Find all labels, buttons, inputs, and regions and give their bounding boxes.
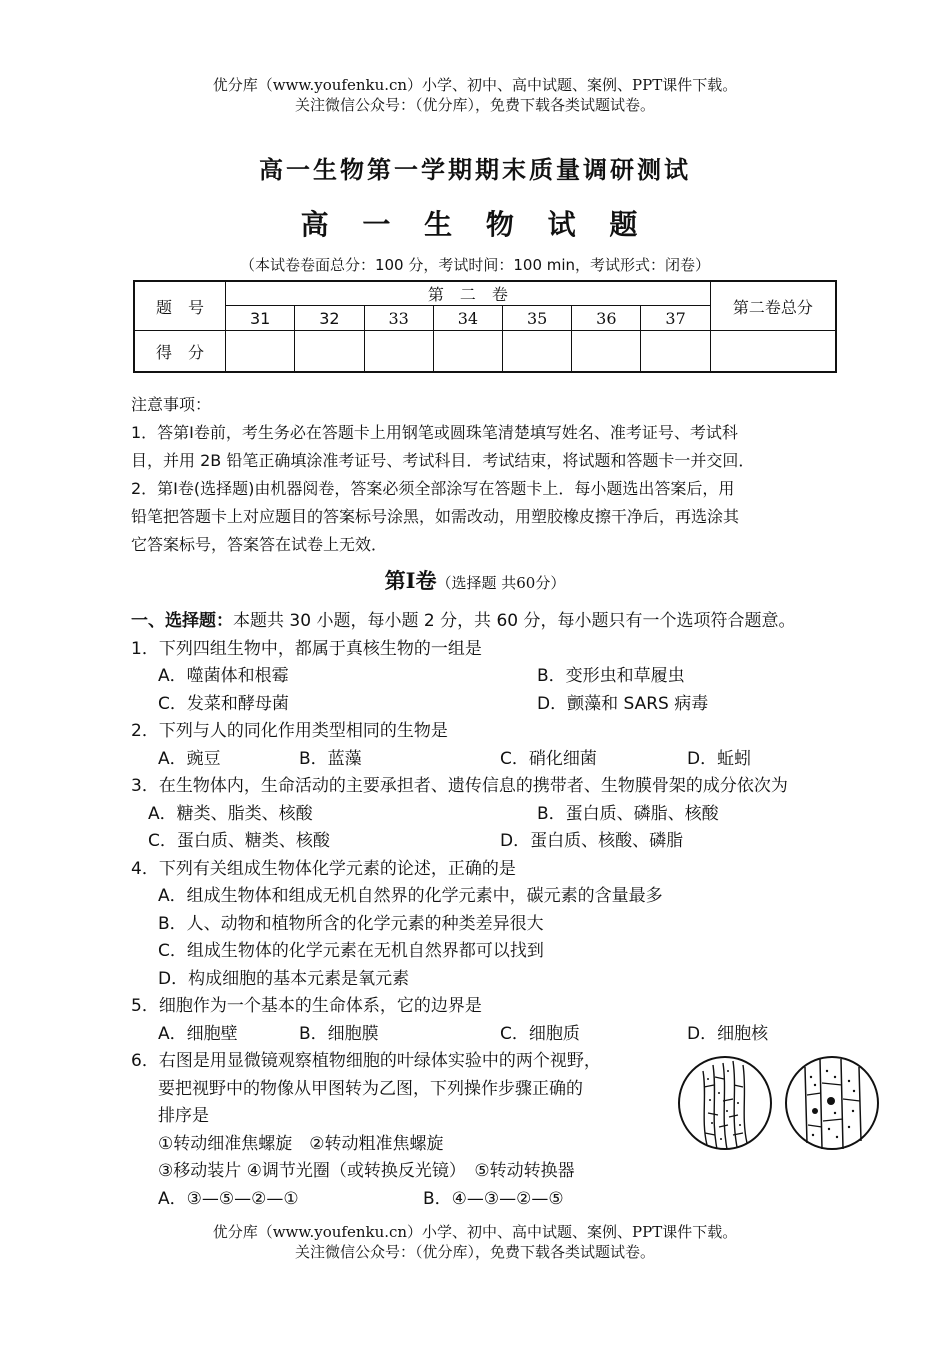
notes-item: 铅笔把答题卡上对应题目的答案标号涂黑，如需改动，用塑胶橡皮擦干净后，再选涂其 [131, 507, 740, 526]
part-desc: 本题共 30 小题，每小题 2 分，共 60 分，每小题只有一个选项符合题意。 [233, 611, 796, 631]
question-number: 33 [364, 306, 433, 331]
option-b[interactable]: B．蛋白质、磷脂、核酸 [537, 803, 719, 824]
header-line-2: 关注微信公众号：（优分库），免费下载各类试题试卷。 [294, 96, 655, 114]
question-stem: 1．下列四组生物中，都属于真核生物的一组是 [131, 638, 482, 659]
step-list: ③移动装片 ④调节光圈（或转换反光镜） ⑤转动转换器 [158, 1161, 575, 1181]
question-stem: 2．下列与人的同化作用类型相同的生物是 [131, 721, 448, 741]
page-footer [0, 1222, 950, 1262]
question-number: 31 [226, 306, 295, 331]
option-b[interactable]: B．变形虫和草履虫 [537, 666, 685, 686]
notes-item: 它答案标号，答案答在试卷上无效． [131, 535, 388, 554]
option-d[interactable]: D．颤藻和 SARS 病毒 [537, 693, 709, 714]
question-stem: 排序是 [158, 1106, 209, 1126]
option-a[interactable]: A．噬菌体和根霉 [158, 666, 289, 686]
score-cell[interactable] [572, 331, 641, 373]
part-label: 一、选择题： [131, 611, 233, 631]
question-stem: 6．右图是用显微镜观察植物细胞的叶绿体实验中的两个视野， [131, 1051, 601, 1071]
question-stem: 要把视野中的物像从甲图转为乙图，下列操作步骤正确的 [158, 1078, 583, 1099]
notes-item: 目，并用 2B 铅笔正确填涂准考证号、考试科目．考试结束，将试题和答题卡一并交回． [131, 451, 755, 470]
option-d[interactable]: D．蚯蚓 [687, 748, 752, 769]
subject-title: 高 一 生 物 试 题 [300, 208, 650, 241]
option-b[interactable]: B．细胞膜 [299, 1023, 379, 1044]
total-label: 第二卷总分 [710, 281, 836, 331]
section-two-label: 第 二 卷 [226, 281, 711, 306]
option-c[interactable]: C．组成生物体的化学元素在无机自然界都可以找到 [158, 941, 544, 961]
notes [131, 391, 853, 559]
question-number: 36 [572, 306, 641, 331]
exam-info: （本试卷卷面总分：100 分，考试时间：100 min，考试形式：闭卷） [239, 256, 711, 274]
option-b[interactable]: B．人、动物和植物所含的化学元素的种类差异很大 [158, 913, 544, 934]
row-label-number: 题 号 [134, 281, 226, 331]
option-c[interactable]: C．蛋白质、糖类、核酸 [148, 831, 330, 851]
option-b[interactable]: B．④—③—②—⑤ [423, 1188, 564, 1209]
row-label-score: 得 分 [134, 331, 226, 373]
question-stem: 4．下列有关组成生物体化学元素的论述，正确的是 [131, 858, 516, 879]
option-c[interactable]: C．硝化细菌 [500, 748, 597, 769]
footer-line-1: 优分库（www.youfenku.cn）小学、初中、高中试题、案例、PPT课件下载。 [212, 1223, 738, 1241]
score-table [133, 280, 837, 373]
score-cell[interactable] [503, 331, 572, 373]
option-d[interactable]: D．构成细胞的基本元素是氧元素 [158, 968, 410, 989]
option-c[interactable]: C．细胞质 [500, 1023, 580, 1044]
section-note: （选择题 共60分） [436, 574, 566, 592]
notes-item: 1．答第Ⅰ卷前，考生务必在答题卡上用钢笔或圆珠笔清楚填写姓名、准考证号、考试科 [131, 423, 738, 442]
microscope-figures [677, 1055, 882, 1155]
notes-heading: 注意事项： [131, 395, 212, 414]
question-stem: 5．细胞作为一个基本的生命体系，它的边界是 [131, 996, 482, 1016]
option-c[interactable]: C．发菜和酵母菌 [158, 693, 289, 714]
question-number: 32 [295, 306, 364, 331]
field-yi-figure [786, 1057, 878, 1149]
notes-item: 2．第Ⅰ卷(选择题)由机器阅卷，答案必须全部涂写在答题卡上．每小题选出答案后，用 [131, 479, 735, 498]
exam-title: 高一生物第一学期期末质量调研测试 [259, 155, 691, 184]
section-heading [0, 565, 950, 595]
option-a[interactable]: A．糖类、脂类、核酸 [148, 803, 313, 824]
step-list: ①转动细准焦螺旋 ②转动粗准焦螺旋 [158, 1133, 444, 1154]
field-jia-figure [679, 1057, 771, 1149]
question-stem: 3．在生物体内，生命活动的主要承担者、遗传信息的携带者、生物膜骨架的成分依次为 [131, 776, 788, 796]
question-number: 34 [433, 306, 502, 331]
page-header [0, 75, 950, 115]
section-title: 第Ⅰ卷 [384, 568, 437, 593]
option-b[interactable]: B．蓝藻 [299, 748, 362, 769]
option-d[interactable]: D．蛋白质、核酸、磷脂 [500, 831, 684, 851]
score-cell[interactable] [641, 331, 710, 373]
score-cell[interactable] [295, 331, 364, 373]
question-number: 35 [503, 306, 572, 331]
score-cell[interactable] [433, 331, 502, 373]
score-cell[interactable] [364, 331, 433, 373]
option-a[interactable]: A．③—⑤—②—① [158, 1188, 299, 1209]
total-score-cell[interactable] [710, 331, 836, 373]
option-d[interactable]: D．细胞核 [687, 1023, 769, 1044]
option-a[interactable]: A．细胞壁 [158, 1023, 238, 1044]
option-a[interactable]: A．豌豆 [158, 748, 221, 769]
header-line-1: 优分库（www.youfenku.cn）小学、初中、高中试题、案例、PPT课件下载。 [212, 76, 738, 94]
footer-line-2: 关注微信公众号：（优分库），免费下载各类试题试卷。 [294, 1243, 655, 1261]
score-cell[interactable] [226, 331, 295, 373]
option-a[interactable]: A．组成生物体和组成无机自然界的化学元素中，碳元素的含量最多 [158, 886, 663, 906]
question-number: 37 [641, 306, 710, 331]
